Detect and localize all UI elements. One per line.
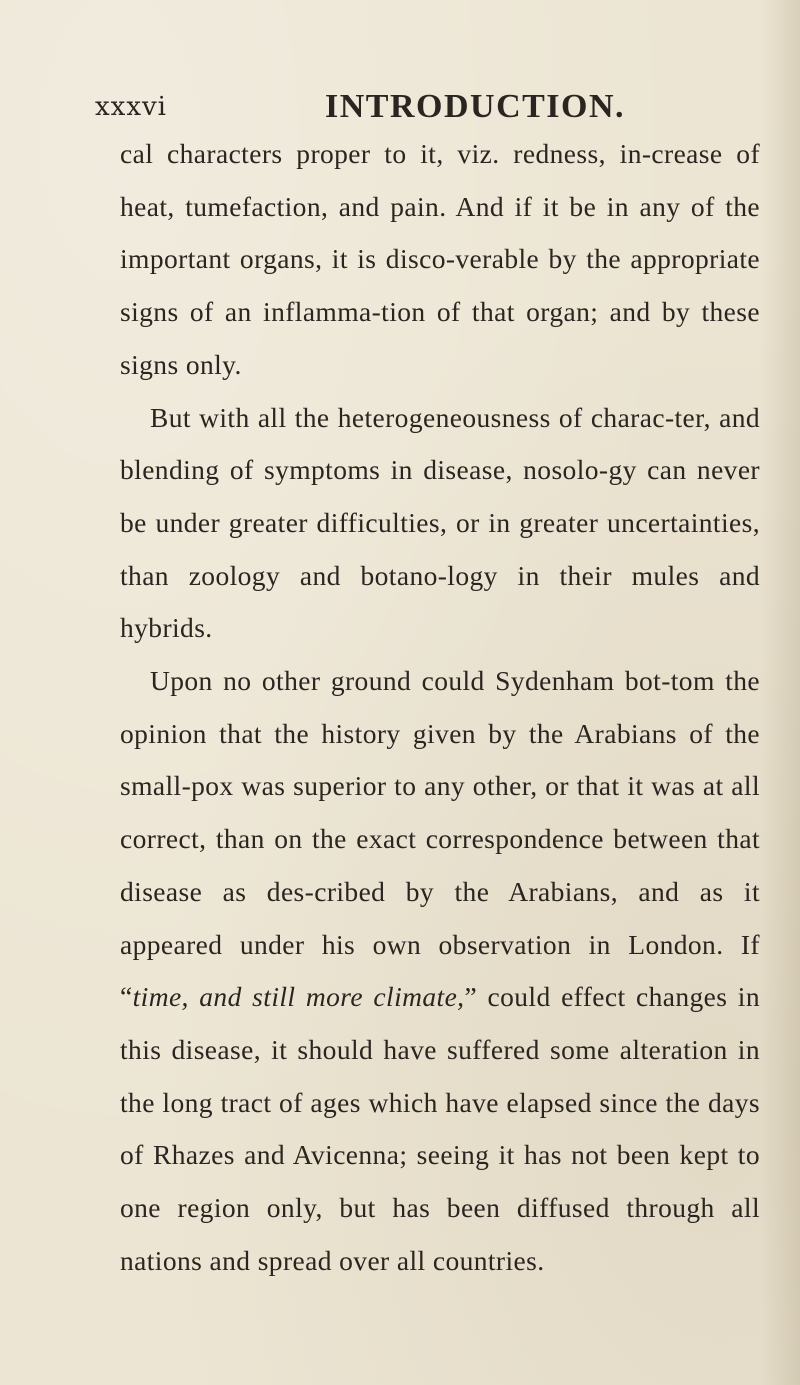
paragraph-1: cal characters proper to it, viz. redness, in-crease of heat, tumefaction, and pain. And if it be in any of the important organs, it is disco-verable by the appropriate signs of an inflamma-tion of that organ; and by these signs only. bbox=[120, 138, 760, 380]
paragraph-3-quote: time, and still more climate, bbox=[132, 981, 465, 1013]
paragraph-3-part-1: Upon no other ground could Sydenham bot-tom the opinion that the history given by the Arabians of the small-pox was superior to any other, or that it was at all correct, than on the exact correspondence between that disease as des-cribed by the Arabians, and as it appeared under his own observation in London. If “ bbox=[120, 665, 760, 1013]
paragraph-2: But with all the heterogeneousness of charac-ter, and blending of symptoms in disease, nosolo-gy can never be under greater difficulties, or in greater uncertainties, than zoology and botano-logy in their mules and hybrids. bbox=[120, 401, 760, 644]
page-number: xxxvi bbox=[95, 92, 167, 122]
page-header bbox=[95, 88, 735, 132]
running-head: INTRODUCTION. bbox=[325, 88, 626, 125]
body-text bbox=[120, 128, 760, 1287]
paragraph-3-part-2: ” could effect changes in this disease, it should have suffered some alteration in the long tract of ages which have elapsed since the days of Rhazes and Avicenna; seeing it has not been kept to one region only, but has been diffused through all nations and spread over all countries. bbox=[120, 981, 761, 1276]
page-edge-shadow bbox=[760, 0, 800, 1385]
paragraph-3 bbox=[120, 655, 760, 1287]
